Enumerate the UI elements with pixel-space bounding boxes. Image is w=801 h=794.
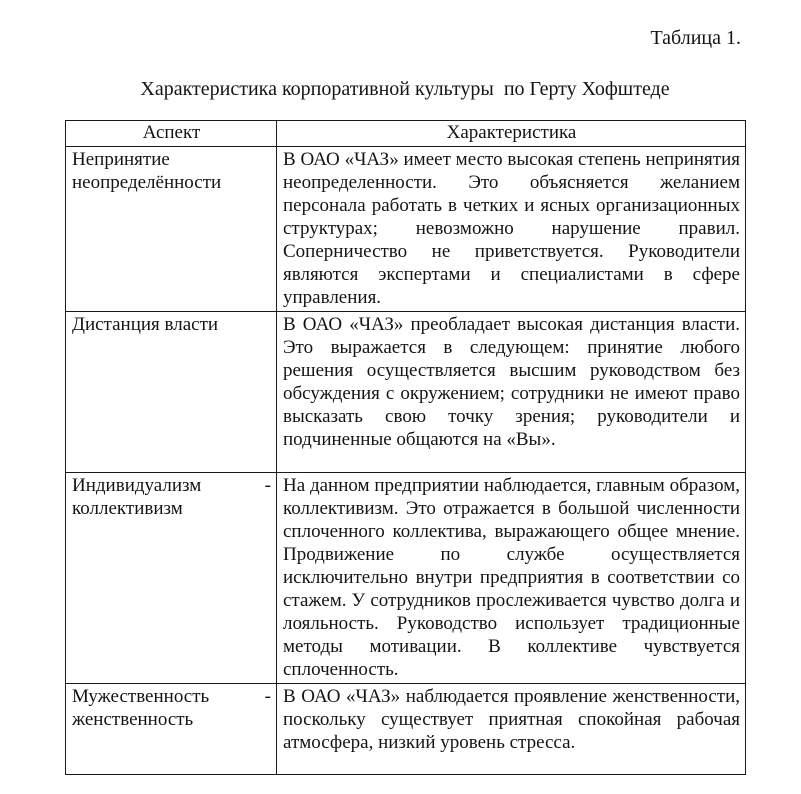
- characteristic-cell: В ОАО «ЧАЗ» наблюдается проявление женственности, поскольку существует приятная спокойная рабочая атмосфера, низкий уровень стресса.: [277, 684, 746, 775]
- aspect-cell: Дистанция власти: [66, 312, 277, 473]
- culture-table: [65, 120, 746, 775]
- table-row: [66, 147, 746, 312]
- column-header-characteristic: Характеристика: [277, 121, 746, 147]
- column-header-aspect: Аспект: [66, 121, 277, 147]
- characteristic-cell: В ОАО «ЧАЗ» преобладает высокая дистанция власти. Это выражается в следующем: принятие любого решения осуществляется высшим руководством без обсуждения с окружением; сотрудники не имеют право высказать свою точку зрения; руководители и подчиненные общаются на «Вы».: [277, 312, 746, 473]
- aspect-cell: Индивидуализм - коллективизм: [66, 473, 277, 684]
- header-row: [66, 121, 746, 147]
- characteristic-cell: В ОАО «ЧАЗ» имеет место высокая степень непринятия неопределенности. Это объясняется желанием персонала работать в четких и ясных организационных структурах; невозможно нарушение правил. Соперничество не приветствуется. Руководители являются экспертами и специалистами в сфере управления.: [277, 147, 746, 312]
- aspect-cell: Мужественность - женственность: [66, 684, 277, 775]
- characteristic-cell: На данном предприятии наблюдается, главным образом, коллективизм. Это отражается в большой численности сплоченного коллектива, выражающего общее мнение. Продвижение по службе осуществляется исключительно внутри предприятия в соответствии со стажем. У сотрудников прослеживается чувство долга и лояльность. Руководство использует традиционные методы мотивации. В коллективе чувствуется сплоченность.: [277, 473, 746, 684]
- aspect-cell: Непринятие неопределённости: [66, 147, 277, 312]
- table-caption-label: Таблица 1.: [650, 27, 741, 49]
- document-title: Характеристика корпоративной культуры по Герту Хофштеде: [140, 78, 670, 100]
- table-row: [66, 473, 746, 684]
- table-row: [66, 312, 746, 473]
- table-row: [66, 684, 746, 775]
